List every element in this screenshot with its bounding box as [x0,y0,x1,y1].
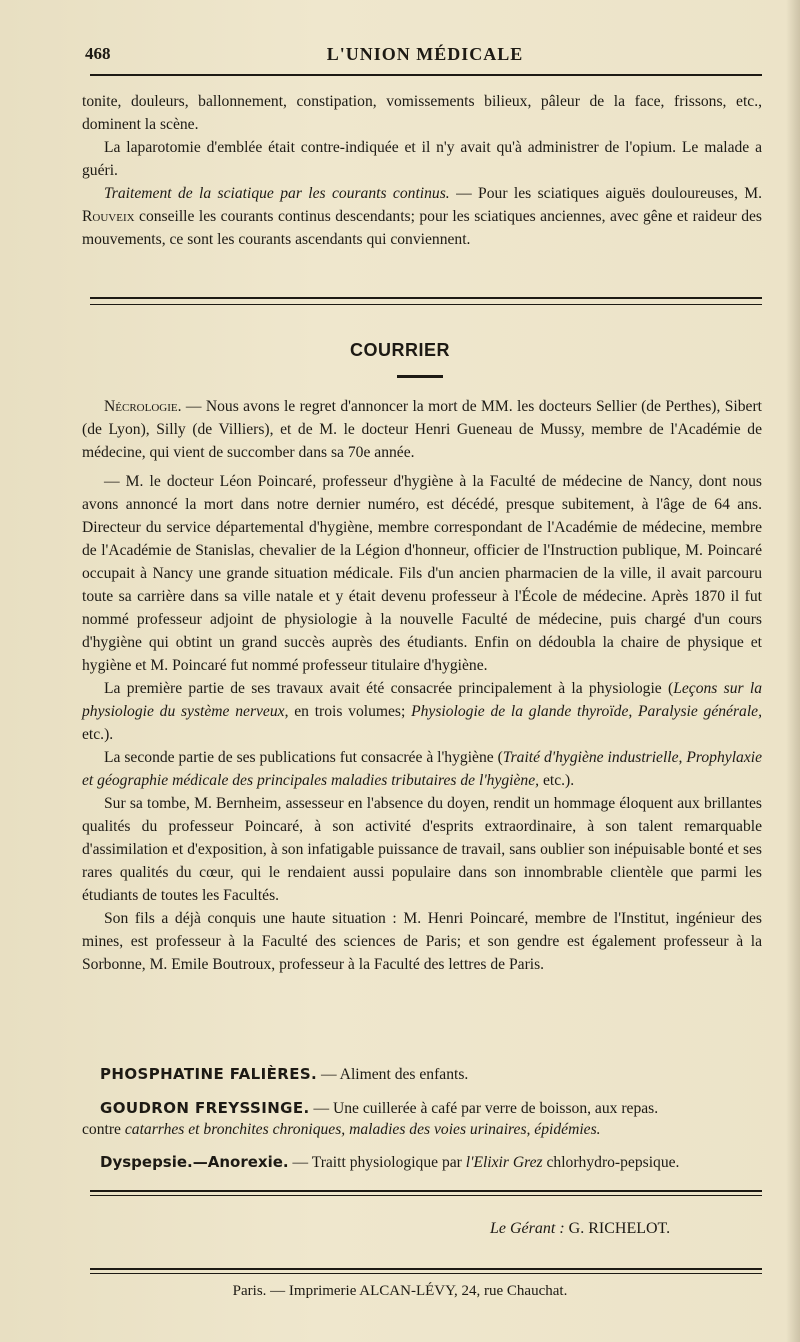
poincare-paragraph-3: La seconde partie de ses publications fut consacrée à l'hygiène (Traité d'hygiène industrielle, Prophylaxie et géographie médicale des principales maladies tributaires de l'hygiène, etc.). [82,749,763,789]
page-edge-shadow [786,0,800,1342]
intro-text [82,90,762,182]
intro-paragraph-1: tonite, douleurs, ballonnement, constipation, vomissements bilieux, pâleur de la face, frissons, etc., dominent la scène. [82,93,762,133]
sciatique-title: Traitement de la sciatique par les courants continus. [104,185,450,202]
necrologie-label: Nécrologie. [104,398,182,415]
sciatique-paragraph: Traitement de la sciatique par les courants continus. — Pour les sciatiques aiguës douloureuses, M. Rouveix conseille les courants continus descendants; pour les sciatiques anciennes, avec gêne et raideur des mouvements, ce sont les courants ascendants qui conviennent. [82,185,762,248]
ad-goudron-line2: contre catarrhes et bronchites chroniques, maladies des voies urinaires, épidémies. [82,1121,601,1138]
intro-paragraph-2: La laparotomie d'emblée était contre-indiquée et il n'y avait qu'à administrer de l'opium. Le malade a guéri. [82,139,762,179]
imprint-divider [90,1268,762,1274]
running-title: L'UNION MÉDICALE [326,44,524,64]
ad-phosphatine: PHOSPHATINE FALIÈRES. — Aliment des enfants. [100,1065,469,1083]
ad-brand-dyspepsie: Dyspepsie.—Anorexie. [100,1153,289,1171]
footer-divider [90,1190,762,1196]
gerant-signature [490,1220,670,1238]
necrologie-paragraph: Nécrologie. — Nous avons le regret d'annoncer la mort de MM. les docteurs Sellier (de Perthes), Sibert (de Lyon), Silly (de Villiers), et de M. le docteur Henri Gueneau de Mussy, membre de l'Académie de médecine, qui vient de succomber dans sa 70e année. [82,398,762,461]
section-divider [90,297,762,305]
poincare-paragraph-2: La première partie de ses travaux avait été consacrée principalement à la physiologie (Leçons sur la physiologie du système nerveux, en trois volumes; Physiologie de la glande thyroïde, Paralysie générale, etc.). [82,680,762,743]
poincare-paragraph-4: Sur sa tombe, M. Bernheim, assesseur en l'absence du doyen, rendit un hommage éloquent aux brillantes qualités du professeur Poincaré, à son activité d'esprits extraordinaire, à son talent remarquable d'assimilation et d'exposition, à son infatigable puissance de travail, sans oublier son inépuisable bonté et ses rares qualités du cœur, qui le rendaient aussi populaire dans son innombrable clientèle que parmi les étudiants de toutes les Facultés. [82,795,762,904]
gerant-name: G. RICHELOT. [564,1220,671,1237]
section-title-courrier: COURRIER [349,340,450,360]
poincare-paragraph-1: — M. le docteur Léon Poincaré, professeur d'hygiène à la Faculté de médecine de Nancy, dont nous avons annoncé la mort dans notre dernier numéro, est décédé, presque subitement, à l'âge de 64 ans. Directeur du service départemental d'hygiène, membre correspondant de l'Académie de médecine, membre de l'Académie de Stanislas, chevalier de la Légion d'honneur, officier de l'Instruction publique, M. Poincaré occupait à Nancy une grande situation médicale. Fils d'un ancien pharmacien de la ville, il avait parcouru toute sa carrière dans sa ville natale et y était devenu professeur à l'École de médecine. Après 1870 il fut nommé professeur adjoint de physiologie à la nouvelle Faculté de médecine, puis chargé d'un cours d'hygiène qui obtint un grand succès auprès des étudiants. Enfin on dédoubla la chaire de physique et hygiène et M. Poincaré fut nommé professeur titulaire d'hygiène. [82,473,762,674]
page-number: 468 [85,44,111,63]
ad-brand-goudron: GOUDRON FREYSSINGE. [100,1099,310,1117]
header-rule [90,74,762,76]
ad-elixir-grez: Dyspepsie.—Anorexie. — Traitt physiologique par l'Elixir Grez chlorhydro-pepsique. [100,1153,680,1171]
poincare-paragraph-5: Son fils a déjà conquis une haute situation : M. Henri Poincaré, membre de l'Institut, ingénieur des mines, est professeur à la Faculté des sciences de Paris; et son gendre est également professeur à la Sorbonne, M. Emile Boutroux, professeur à la Faculté des lettres de Paris. [82,910,762,973]
title-underline [397,375,443,378]
page-header [85,44,765,72]
gerant-label: Le Gérant : [490,1220,565,1237]
courrier-text [82,395,762,976]
ad-goudron: GOUDRON FREYSSINGE. — Une cuillerée à café par verre de boisson, aux repas. [100,1099,659,1117]
printer-imprint: Paris. — Imprimerie ALCAN-LÉVY, 24, rue Chauchat. [232,1283,568,1299]
author-name: Rouveix [82,208,135,225]
ad-brand-phosphatine: PHOSPHATINE FALIÈRES. [100,1065,318,1083]
